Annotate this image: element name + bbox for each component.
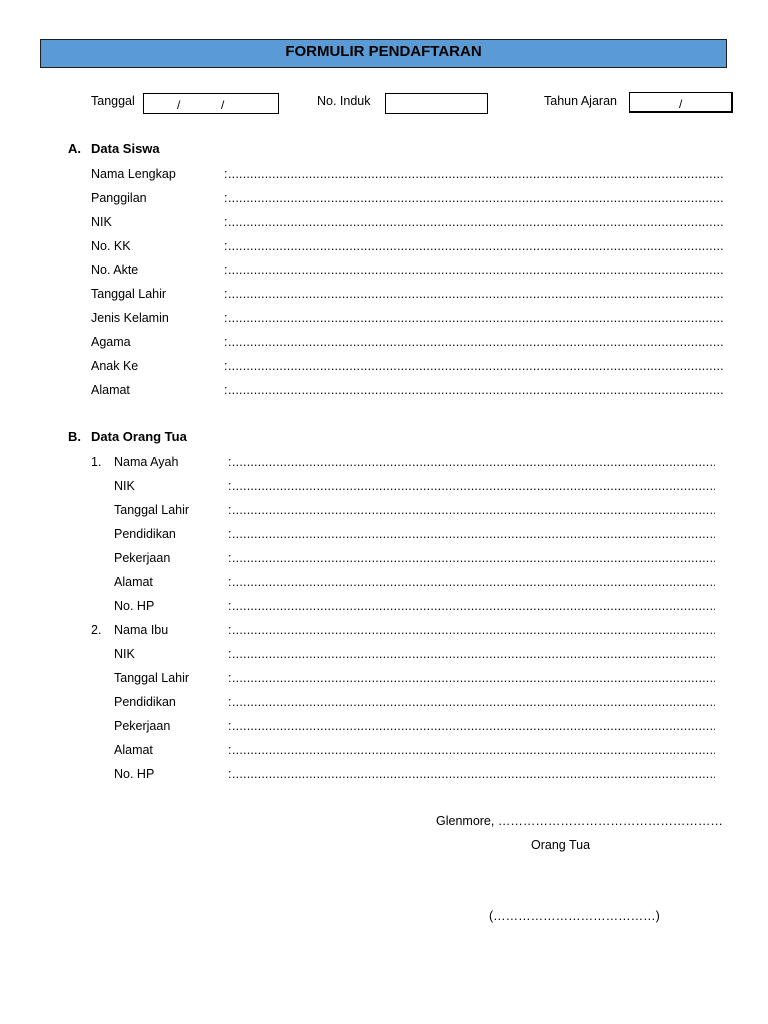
form-row-ibu-alamat bbox=[0, 741, 768, 759]
field-label-ibu-pendidikan: Pendidikan bbox=[114, 695, 176, 709]
field-input-ayah-nama-ayah[interactable] bbox=[232, 453, 715, 471]
form-row-ayah-pendidikan bbox=[0, 525, 768, 543]
field-label-siswa-agama: Agama bbox=[91, 335, 131, 349]
field-label-siswa-alamat: Alamat bbox=[91, 383, 130, 397]
tanggal-label: Tanggal bbox=[91, 94, 135, 108]
field-input-siswa-anak-ke[interactable] bbox=[228, 357, 723, 375]
form-row-siswa-no-akte bbox=[0, 261, 768, 279]
no-induk-label: No. Induk bbox=[317, 94, 371, 108]
form-row-siswa-alamat bbox=[0, 381, 768, 399]
field-input-ayah-pendidikan[interactable] bbox=[232, 525, 715, 543]
field-colon: : bbox=[228, 599, 232, 613]
form-row-siswa-tanggal-lahir bbox=[0, 285, 768, 303]
field-input-ayah-tanggal-lahir[interactable] bbox=[232, 501, 715, 519]
field-label-ibu-nama-ibu: Nama Ibu bbox=[114, 623, 169, 637]
field-colon: : bbox=[224, 287, 228, 301]
form-row-ayah-nik bbox=[0, 477, 768, 495]
field-colon: : bbox=[228, 623, 232, 637]
signature-role: Orang Tua bbox=[531, 838, 591, 852]
field-colon: : bbox=[224, 263, 228, 277]
field-label-ibu-pekerjaan: Pekerjaan bbox=[114, 719, 171, 733]
tanggal-separator-2: / bbox=[221, 98, 225, 112]
field-input-siswa-panggilan[interactable] bbox=[228, 189, 723, 207]
field-label-ibu-no-hp: No. HP bbox=[114, 767, 155, 781]
form-row-ayah-nama-ayah bbox=[0, 453, 768, 471]
field-input-ibu-pendidikan[interactable] bbox=[232, 693, 715, 711]
form-row-siswa-agama bbox=[0, 333, 768, 351]
tanggal-separator-1: / bbox=[177, 98, 181, 112]
field-input-ayah-no-hp[interactable] bbox=[232, 597, 715, 615]
form-row-siswa-anak-ke bbox=[0, 357, 768, 375]
field-colon: : bbox=[224, 335, 228, 349]
field-label-ayah-nama-ayah: Nama Ayah bbox=[114, 455, 179, 469]
form-row-siswa-panggilan bbox=[0, 189, 768, 207]
field-colon: : bbox=[228, 743, 232, 757]
field-label-siswa-no-kk: No. KK bbox=[91, 239, 131, 253]
field-colon: : bbox=[224, 167, 228, 181]
field-label-ibu-alamat: Alamat bbox=[114, 743, 153, 757]
field-input-ibu-nama-ibu[interactable] bbox=[232, 621, 715, 639]
field-input-siswa-nama-lengkap[interactable] bbox=[228, 165, 723, 183]
field-label-ayah-tanggal-lahir: Tanggal Lahir bbox=[114, 503, 190, 517]
field-colon: : bbox=[228, 503, 232, 517]
form-row-ibu-pendidikan bbox=[0, 693, 768, 711]
section-a-title: Data Siswa bbox=[91, 141, 160, 156]
field-label-ayah-alamat: Alamat bbox=[114, 575, 153, 589]
field-input-ayah-nik[interactable] bbox=[232, 477, 715, 495]
field-input-siswa-agama[interactable] bbox=[228, 333, 723, 351]
field-colon: : bbox=[228, 527, 232, 541]
section-b-title: Data Orang Tua bbox=[91, 429, 187, 444]
form-row-siswa-no-kk bbox=[0, 237, 768, 255]
field-input-ibu-pekerjaan[interactable] bbox=[232, 717, 715, 735]
tanggal-input[interactable] bbox=[143, 93, 279, 114]
tahun-ajaran-label: Tahun Ajaran bbox=[544, 94, 617, 108]
field-label-siswa-tanggal-lahir: Tanggal Lahir bbox=[91, 287, 167, 301]
field-colon: : bbox=[224, 383, 228, 397]
field-label-siswa-jenis-kelamin: Jenis Kelamin bbox=[91, 311, 169, 325]
field-input-siswa-nik[interactable] bbox=[228, 213, 723, 231]
field-label-ayah-pekerjaan: Pekerjaan bbox=[114, 551, 171, 565]
form-row-siswa-nik bbox=[0, 213, 768, 231]
field-colon: : bbox=[224, 239, 228, 253]
field-label-siswa-panggilan: Panggilan bbox=[91, 191, 147, 205]
form-row-ibu-no-hp bbox=[0, 765, 768, 783]
field-label-ayah-nik: NIK bbox=[114, 479, 135, 493]
field-colon: : bbox=[228, 455, 232, 469]
field-label-ayah-pendidikan: Pendidikan bbox=[114, 527, 176, 541]
form-row-siswa-nama-lengkap bbox=[0, 165, 768, 183]
section-b-letter: B. bbox=[68, 429, 81, 444]
field-label-ibu-nik: NIK bbox=[114, 647, 135, 661]
form-row-ibu-tanggal-lahir bbox=[0, 669, 768, 687]
field-colon: : bbox=[228, 479, 232, 493]
field-label-ibu-tanggal-lahir: Tanggal Lahir bbox=[114, 671, 190, 685]
field-input-ibu-alamat[interactable] bbox=[232, 741, 715, 759]
form-row-ayah-tanggal-lahir bbox=[0, 501, 768, 519]
field-colon: : bbox=[228, 551, 232, 565]
form-row-ibu-pekerjaan bbox=[0, 717, 768, 735]
field-colon: : bbox=[228, 767, 232, 781]
field-input-siswa-jenis-kelamin[interactable] bbox=[228, 309, 723, 327]
field-colon: : bbox=[228, 647, 232, 661]
form-row-ayah-alamat bbox=[0, 573, 768, 591]
field-label-siswa-nama-lengkap: Nama Lengkap bbox=[91, 167, 176, 181]
form-row-ibu-nama-ibu bbox=[0, 621, 768, 639]
section-a-letter: A. bbox=[68, 141, 81, 156]
form-row-ayah-pekerjaan bbox=[0, 549, 768, 567]
field-input-siswa-no-kk[interactable] bbox=[228, 237, 723, 255]
tahun-separator: / bbox=[679, 97, 683, 111]
parent-number: 1. bbox=[91, 455, 102, 469]
field-label-ayah-no-hp: No. HP bbox=[114, 599, 155, 613]
field-colon: : bbox=[224, 215, 228, 229]
field-colon: : bbox=[228, 719, 232, 733]
field-label-siswa-anak-ke: Anak Ke bbox=[91, 359, 139, 373]
field-colon: : bbox=[224, 359, 228, 373]
form-row-siswa-jenis-kelamin bbox=[0, 309, 768, 327]
parent-number: 2. bbox=[91, 623, 102, 637]
field-input-siswa-no-akte[interactable] bbox=[228, 261, 723, 279]
field-colon: : bbox=[224, 191, 228, 205]
signature-name-line: (…………………………………) bbox=[489, 909, 660, 923]
field-colon: : bbox=[228, 671, 232, 685]
field-input-siswa-alamat[interactable] bbox=[228, 381, 723, 399]
form-row-ayah-no-hp bbox=[0, 597, 768, 615]
field-colon: : bbox=[228, 575, 232, 589]
field-input-siswa-tanggal-lahir[interactable] bbox=[228, 285, 723, 303]
field-label-siswa-nik: NIK bbox=[91, 215, 112, 229]
field-colon: : bbox=[228, 695, 232, 709]
field-input-ibu-nik[interactable] bbox=[232, 645, 715, 663]
field-label-siswa-no-akte: No. Akte bbox=[91, 263, 139, 277]
field-input-ayah-alamat[interactable] bbox=[232, 573, 715, 591]
no-induk-input[interactable] bbox=[385, 93, 488, 114]
field-input-ibu-no-hp[interactable] bbox=[232, 765, 715, 783]
field-colon: : bbox=[224, 311, 228, 325]
signature-place-date: Glenmore, ……………………………………………… bbox=[436, 814, 723, 828]
tahun-ajaran-input[interactable] bbox=[629, 92, 733, 113]
field-input-ibu-tanggal-lahir[interactable] bbox=[232, 669, 715, 687]
form-title: FORMULIR PENDAFTARAN bbox=[40, 39, 727, 68]
form-row-ibu-nik bbox=[0, 645, 768, 663]
field-input-ayah-pekerjaan[interactable] bbox=[232, 549, 715, 567]
